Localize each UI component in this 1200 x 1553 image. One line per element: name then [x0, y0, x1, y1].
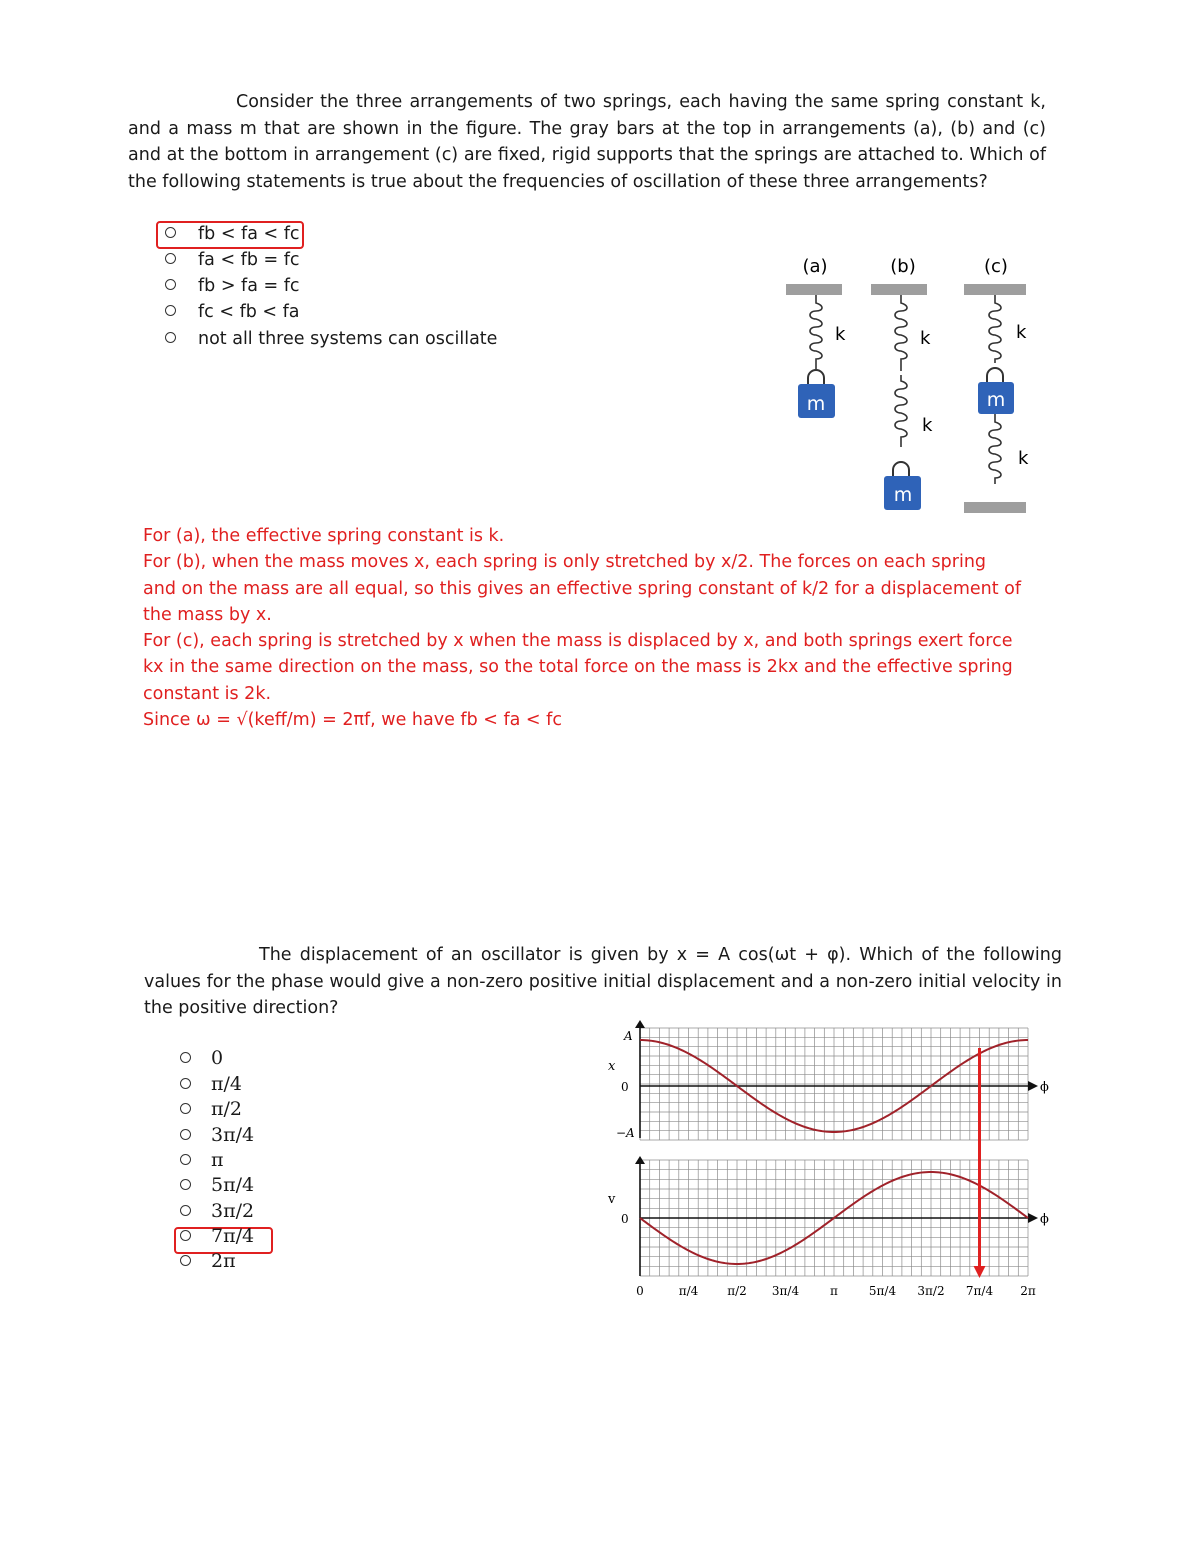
support-bar-a [786, 284, 842, 295]
q2-option[interactable] [180, 1249, 236, 1274]
tick-A: A [624, 1029, 633, 1043]
q2-option-label: 7π/4 [211, 1225, 255, 1247]
spring-label-a: k [835, 324, 846, 345]
support-bar-b [871, 284, 927, 295]
q1-option-label: fb > fa = fc [198, 276, 300, 296]
spring-c-lower [989, 414, 1001, 484]
q2-option[interactable] [180, 1072, 242, 1097]
x-tick-labels [636, 1284, 1036, 1298]
radio-icon[interactable] [180, 1179, 191, 1190]
tick-minus-A: −A [616, 1126, 635, 1140]
v-panel-label: v [608, 1192, 616, 1207]
q2-option-label: 2π [211, 1250, 236, 1272]
radio-icon[interactable] [180, 1052, 191, 1063]
x-panel-label: x [608, 1059, 616, 1074]
label-c: (c) [984, 256, 1008, 277]
y-axis-top-arrow [635, 1020, 645, 1028]
radio-icon[interactable] [165, 332, 176, 343]
q1-option[interactable] [165, 299, 300, 325]
q2-option[interactable] [180, 1097, 242, 1122]
q1-option[interactable] [165, 247, 300, 273]
q2-option-label: 5π/4 [211, 1174, 255, 1196]
x-axis-bottom-arrow [1028, 1213, 1038, 1223]
radio-icon[interactable] [180, 1255, 191, 1266]
radio-icon[interactable] [180, 1129, 191, 1140]
radio-icon[interactable] [165, 305, 176, 316]
q2-option-label: 0 [211, 1047, 224, 1069]
q2-option-label: π/4 [211, 1073, 242, 1095]
q2-option-label: 3π/2 [211, 1200, 255, 1222]
q1-option-label: fb < fa < fc [198, 224, 300, 244]
x-tick-label: 7π/4 [965, 1284, 994, 1298]
phase-chart [590, 1018, 1060, 1308]
spring-c-upper [989, 295, 1001, 363]
mass-label-c: m [986, 389, 1006, 411]
mass-label-b: m [893, 484, 913, 506]
q2-option[interactable] [180, 1148, 224, 1173]
q1-option-label: fa < fb = fc [198, 250, 300, 270]
question-2-text: The displacement of an oscillator is given by x = A cos(ωt + φ). Which of the following values for the phase would give a non-zero positive initial displacement and a non-zero initial velocity in the positive direction? [144, 945, 1062, 1018]
answer-line: For (b), when the mass moves x, each spring is only stretched by x/2. The forces on each spring and on the mass are all equal, so this gives an effective spring constant of k/2 for a displacement of the mass by x. [143, 552, 1022, 625]
q2-option-label: π [211, 1149, 224, 1171]
spring-arrangements-figure [770, 248, 1060, 518]
radio-icon[interactable] [165, 227, 176, 238]
q1-option[interactable] [165, 273, 300, 299]
radio-icon[interactable] [180, 1154, 191, 1165]
label-b: (b) [890, 256, 916, 277]
radio-icon[interactable] [165, 253, 176, 264]
x-tick-label: 2π [1020, 1284, 1036, 1298]
answer-line: Since ω = √(keff/m) = 2πf, we have fb < fa < fc [143, 710, 562, 731]
phi-label-top: ϕ [1040, 1080, 1049, 1095]
x-tick-label: 3π/4 [771, 1284, 800, 1298]
answer-line: For (a), the effective spring constant is k. [143, 526, 505, 546]
spring-b-lower [895, 375, 907, 447]
mass-hook-c [987, 368, 1003, 382]
q1-option[interactable] [165, 221, 300, 247]
answer-line: For (c), each spring is stretched by x when the mass is displaced by x, and both springs exert force kx in the same direction on the mass, so the total force on the mass is 2kx and the effective spring constant is 2k. [143, 631, 1013, 704]
phi-label-bottom: ϕ [1040, 1212, 1049, 1227]
q2-option[interactable] [180, 1123, 254, 1148]
spring-a [810, 295, 822, 369]
x-tick-label: 3π/2 [917, 1284, 945, 1298]
grid-top [640, 1028, 1028, 1140]
q2-option-label: 3π/4 [211, 1124, 255, 1146]
q1-option-label: not all three systems can oscillate [198, 329, 498, 349]
mass-hook-b [893, 462, 909, 476]
spring-label-c1: k [1016, 322, 1027, 343]
x-tick-label: 5π/4 [868, 1284, 897, 1298]
x-tick-label: 0 [636, 1284, 644, 1298]
answer-explanation-q1 [143, 523, 1023, 733]
q2-option-label: π/2 [211, 1098, 242, 1120]
spring-label-b1: k [920, 328, 931, 349]
x-tick-label: π [830, 1284, 838, 1298]
spring-b-upper [895, 295, 907, 371]
radio-icon[interactable] [180, 1103, 191, 1114]
label-a: (a) [802, 256, 828, 277]
support-bar-c-bottom [964, 502, 1026, 513]
mass-hook-a [808, 370, 824, 384]
spring-label-b2: k [922, 415, 933, 436]
radio-icon[interactable] [165, 279, 176, 290]
q2-option[interactable] [180, 1046, 223, 1071]
x-tick-label: π/2 [727, 1284, 747, 1298]
mass-label-a: m [806, 393, 826, 415]
radio-icon[interactable] [180, 1230, 191, 1241]
q2-option[interactable] [180, 1224, 254, 1249]
radio-icon[interactable] [180, 1205, 191, 1216]
q2-option[interactable] [180, 1199, 254, 1224]
tick-zero-top: 0 [621, 1080, 629, 1094]
radio-icon[interactable] [180, 1078, 191, 1089]
x-axis-top-arrow [1028, 1081, 1038, 1091]
x-tick-label: π/4 [678, 1284, 699, 1298]
q2-option[interactable] [180, 1173, 254, 1198]
q1-option[interactable] [165, 326, 497, 352]
q1-option-label: fc < fb < fa [198, 302, 300, 322]
spring-label-c2: k [1018, 448, 1029, 469]
question-1-text: Consider the three arrangements of two springs, each having the same spring constant k, and a mass m that are shown in the figure. The gray bars at the top in arrangements (a), (b) and (c) and at the bottom in arrangement (c) are fixed, rigid supports that the springs are attached to. Which of the following statements is true about the frequencies of oscillation of these three arrangements? [128, 92, 1046, 192]
tick-zero-bottom: 0 [621, 1212, 629, 1226]
support-bar-c-top [964, 284, 1026, 295]
